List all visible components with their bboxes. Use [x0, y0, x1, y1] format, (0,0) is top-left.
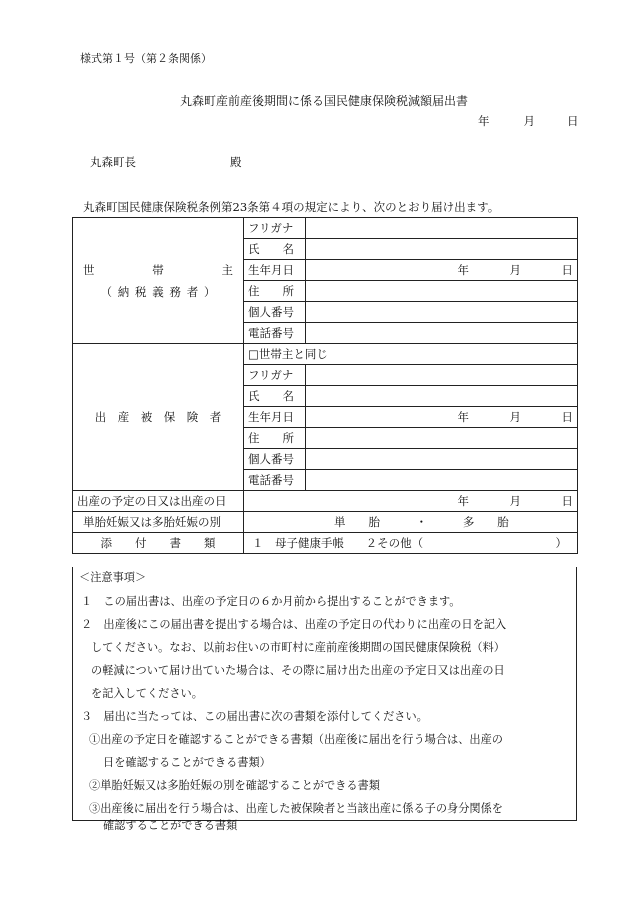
head-address-field[interactable] [306, 281, 578, 302]
head-address-label: 住 所 [244, 281, 306, 302]
insured-id-number-label: 個人番号 [244, 449, 306, 470]
head-furigana-label: フリガナ [244, 218, 306, 239]
attachment-option-1[interactable]: １ 母子健康手帳 [252, 536, 344, 550]
insured-name-label: 氏 名 [244, 386, 306, 407]
insured-birthdate-field[interactable] [306, 407, 578, 428]
note-line: １ この届出書は、出産の予定日の６か月前から提出することができます。 [81, 595, 461, 608]
head-phone-label: 電話番号 [244, 323, 306, 344]
single-pregnancy-option[interactable]: 単 胎 [334, 515, 380, 529]
year-label: 年 [457, 410, 469, 424]
head-birthdate-field[interactable] [306, 260, 578, 281]
note-line: してください。なお、以前お住いの市町村に産前産後期間の国民健康保険税（料） [91, 641, 505, 654]
head-birthdate-label: 生年月日 [244, 260, 306, 281]
day-label: 日 [561, 410, 573, 424]
head-furigana-field[interactable] [306, 218, 578, 239]
head-name-label: 氏 名 [244, 239, 306, 260]
attachment-option-2[interactable]: ２その他（ [365, 536, 424, 550]
head-label-char: 世 [83, 262, 95, 277]
addressee [90, 154, 242, 170]
insured-address-label: 住 所 [244, 428, 306, 449]
form-number: 様式第１号（第２条関係） [80, 52, 212, 65]
head-name-field[interactable] [306, 239, 578, 260]
year-label: 年 [457, 263, 469, 277]
statement: 丸森町国民健康保険税条例第23条第４項の規定により、次のとおり届け出ます。 [83, 200, 500, 214]
pregnancy-type-label: 単胎妊娠又は多胎妊娠の別 [73, 512, 244, 533]
form-table [72, 217, 578, 554]
taxpayer-sublabel: （納税義務者） [100, 284, 222, 299]
insured-id-number-field[interactable] [306, 449, 578, 470]
insured-furigana-label: フリガナ [244, 365, 306, 386]
note-line: 確認することができる書類 [103, 819, 238, 832]
year-label: 年 [457, 494, 469, 508]
addressee-name: 丸森町長 [90, 155, 136, 169]
attachment-other-close: ） [555, 536, 567, 550]
note-line: ①出産の予定日を確認することができる書類（出産後に届出を行う場合は、出産の [89, 733, 503, 746]
note-line: ③出産後に届出を行う場合は、出産した被保険者と当該出産に係る子の身分関係を [89, 802, 503, 815]
note-line: ２ 出産後にこの届出書を提出する場合は、出産の予定日の代わりに出産の日を記入 [81, 618, 507, 631]
insured-name-field[interactable] [306, 386, 578, 407]
month-label: 月 [509, 494, 521, 508]
date-month-label: 月 [523, 114, 535, 128]
note-line: 日を確認することができる書類） [103, 756, 271, 769]
same-as-head-checkbox[interactable]: □世帯主と同じ [244, 344, 578, 365]
multiple-pregnancy-option[interactable]: 多 胎 [462, 515, 509, 529]
note-line: ３ 届出に当たっては、この届出書に次の書類を添付してください。 [81, 710, 428, 723]
addressee-honorific: 殿 [230, 155, 242, 169]
note-line: の軽減について届け出ていた場合は、その際に届け出た出産の予定日又は出産の日 [91, 664, 505, 677]
head-of-household-label [73, 218, 244, 344]
insured-address-field[interactable] [306, 428, 578, 449]
insured-phone-label: 電話番号 [244, 470, 306, 491]
head-label-char: 主 [221, 262, 233, 277]
option-separator: ・ [415, 515, 428, 529]
head-phone-field[interactable] [306, 323, 578, 344]
pregnancy-type-field[interactable] [244, 512, 578, 533]
head-id-number-field[interactable] [306, 302, 578, 323]
note-line: ②単胎妊娠又は多胎妊娠の別を確認することができる書類 [89, 779, 380, 792]
insured-birthdate-label: 生年月日 [244, 407, 306, 428]
page-title: 丸森町産前産後期間に係る国民健康保険税減額届出書 [180, 94, 469, 108]
date-year-label: 年 [478, 114, 490, 128]
day-label: 日 [561, 263, 573, 277]
date-day-label: 日 [567, 114, 579, 128]
day-label: 日 [561, 494, 573, 508]
insured-furigana-field[interactable] [306, 365, 578, 386]
month-label: 月 [509, 410, 521, 424]
insured-person-label: 出 産 被 保 険 者 [73, 344, 244, 491]
notes-section [72, 567, 577, 832]
head-label-char: 帯 [152, 262, 164, 277]
attachments-field[interactable] [244, 533, 578, 554]
month-label: 月 [509, 263, 521, 277]
attachments-label: 添 付 書 類 [73, 533, 244, 554]
insured-phone-field[interactable] [306, 470, 578, 491]
notes-heading: ＜注意事項＞ [79, 571, 147, 584]
due-date-field[interactable] [244, 491, 578, 512]
submission-date[interactable] [478, 113, 579, 129]
head-id-number-label: 個人番号 [244, 302, 306, 323]
note-line: を記入してください。 [91, 687, 203, 700]
due-date-label: 出産の予定の日又は出産の日 [73, 491, 244, 512]
